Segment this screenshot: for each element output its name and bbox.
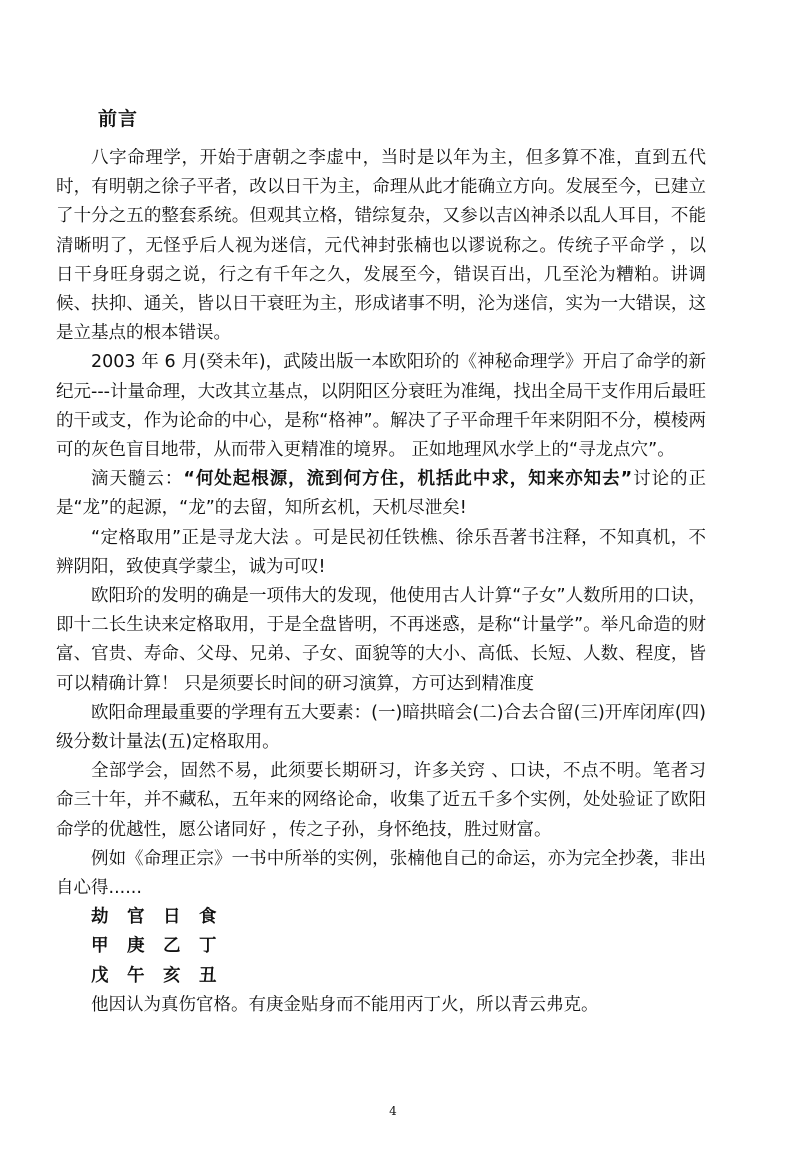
bazi-cell: 亥 [163,965,182,986]
bazi-row-stems [56,932,706,961]
bazi-cell: 食 [199,907,218,928]
paragraph-9: 他因认为真伤官格。有庚金贴身而不能用丙丁火，所以青云弗克。 [91,994,599,1015]
paragraph-2: 2003 年 6 月(癸未年)，武陵出版一本欧阳玠的《神秘命理学》开启了命学的新纪元---计量命理，大改其立基点，以阴阳区分衰旺为准绳，找出全局干支作用后最旺的干或支，作为论命的中心，是称“格神”。解决了子平命理千年来阴阳不分，模棱两可的灰色盲目地带，从而带入更精准的境界。 正如地理风水学上的“寻龙点穴”。 [56,352,706,461]
body-text [56,144,706,1020]
page-number: 4 [389,1104,397,1118]
bazi-cell: 日 [163,907,182,928]
paragraph-6: 欧阳命理最重要的学理有五大要素：(一)暗拱暗会(二)合去合留(三)开库闭库(四)级分数计量法(五)定格取用。 [56,702,706,753]
bazi-cell: 丁 [199,936,218,957]
paragraph-5: 欧阳玠的发明的确是一项伟大的发现，他使用古人计算“子女”人数所用的口诀，即十二长生诀来定格取用，于是全盘皆明，不再迷惑，是称“计量学”。举凡命造的财富、官贵、寿命、父母、兄弟、子女、面貌等的大小、高低、长短、人数、程度，皆可以精确计算！ 只是须要长时间的研习演算，方可达到精准度 [56,586,706,694]
paragraph-1: 八字命理学，开始于唐朝之李虚中，当时是以年为主，但多算不准，直到五代时，有明朝之徐子平者，改以日干为主，命理从此才能确立方向。发展至今，已建立了十分之五的整套系统。但观其立格，错综复杂，又参以吉凶神杀以乱人耳目，不能清晰明了，无怪乎后人视为迷信，元代神封张楠也以谬说称之。传统子平命学 ，以日干身旺身弱之说，行之有千年之久，发展至今，错误百出，几至沦为糟粕。讲调候、扶抑、通关，皆以日干衰旺为主，形成诸事不明，沦为迷信，实为一大错误，这是立基点的根本错误。 [56,148,706,344]
paragraph-8: 例如《命理正宗》一书中所举的实例，张楠他自己的命运，亦为完全抄袭，非出自心得...... [56,848,706,899]
bazi-row-branches [56,962,706,991]
bazi-cell: 戊 [91,965,110,986]
bazi-cell: 午 [127,965,146,986]
page-title: 前言 [98,108,139,130]
bazi-cell: 甲 [91,936,110,957]
bazi-cell: 乙 [163,936,182,957]
bazi-row-ten-gods [56,903,706,932]
paragraph-3 [56,465,706,523]
paragraph-3-prefix: 滴天髓云： [91,469,184,490]
bazi-cell: 劫 [91,907,110,928]
bazi-cell: 官 [127,907,146,928]
bazi-cell: 庚 [127,936,146,957]
bazi-chart [56,903,706,991]
paragraph-3-suffix: 讨论的正是“龙”的起源，“龙”的去留，知所玄机，天机尽泄矣! [56,469,707,519]
bazi-cell: 丑 [199,965,218,986]
paragraph-4: “定格取用”正是寻龙大法 。可是民初任铁樵、徐乐吾著书注释，不知真机，不辨阴阳，致使真学蒙尘，诚为可叹! [56,527,706,577]
paragraph-7: 全部学会，固然不易，此须要长期研习，许多关窍 、口诀，不点不明。笔者习命三十年，并不藏私，五年来的网络论命，收集了近五千多个实例，处处验证了欧阳命学的优越性，愿公诸同好 ，传之子孙，身怀绝技，胜过财富。 [56,761,706,840]
paragraph-3-quote: “何处起根源，流到何方住，机括此中求，知来亦知去” [183,469,633,490]
